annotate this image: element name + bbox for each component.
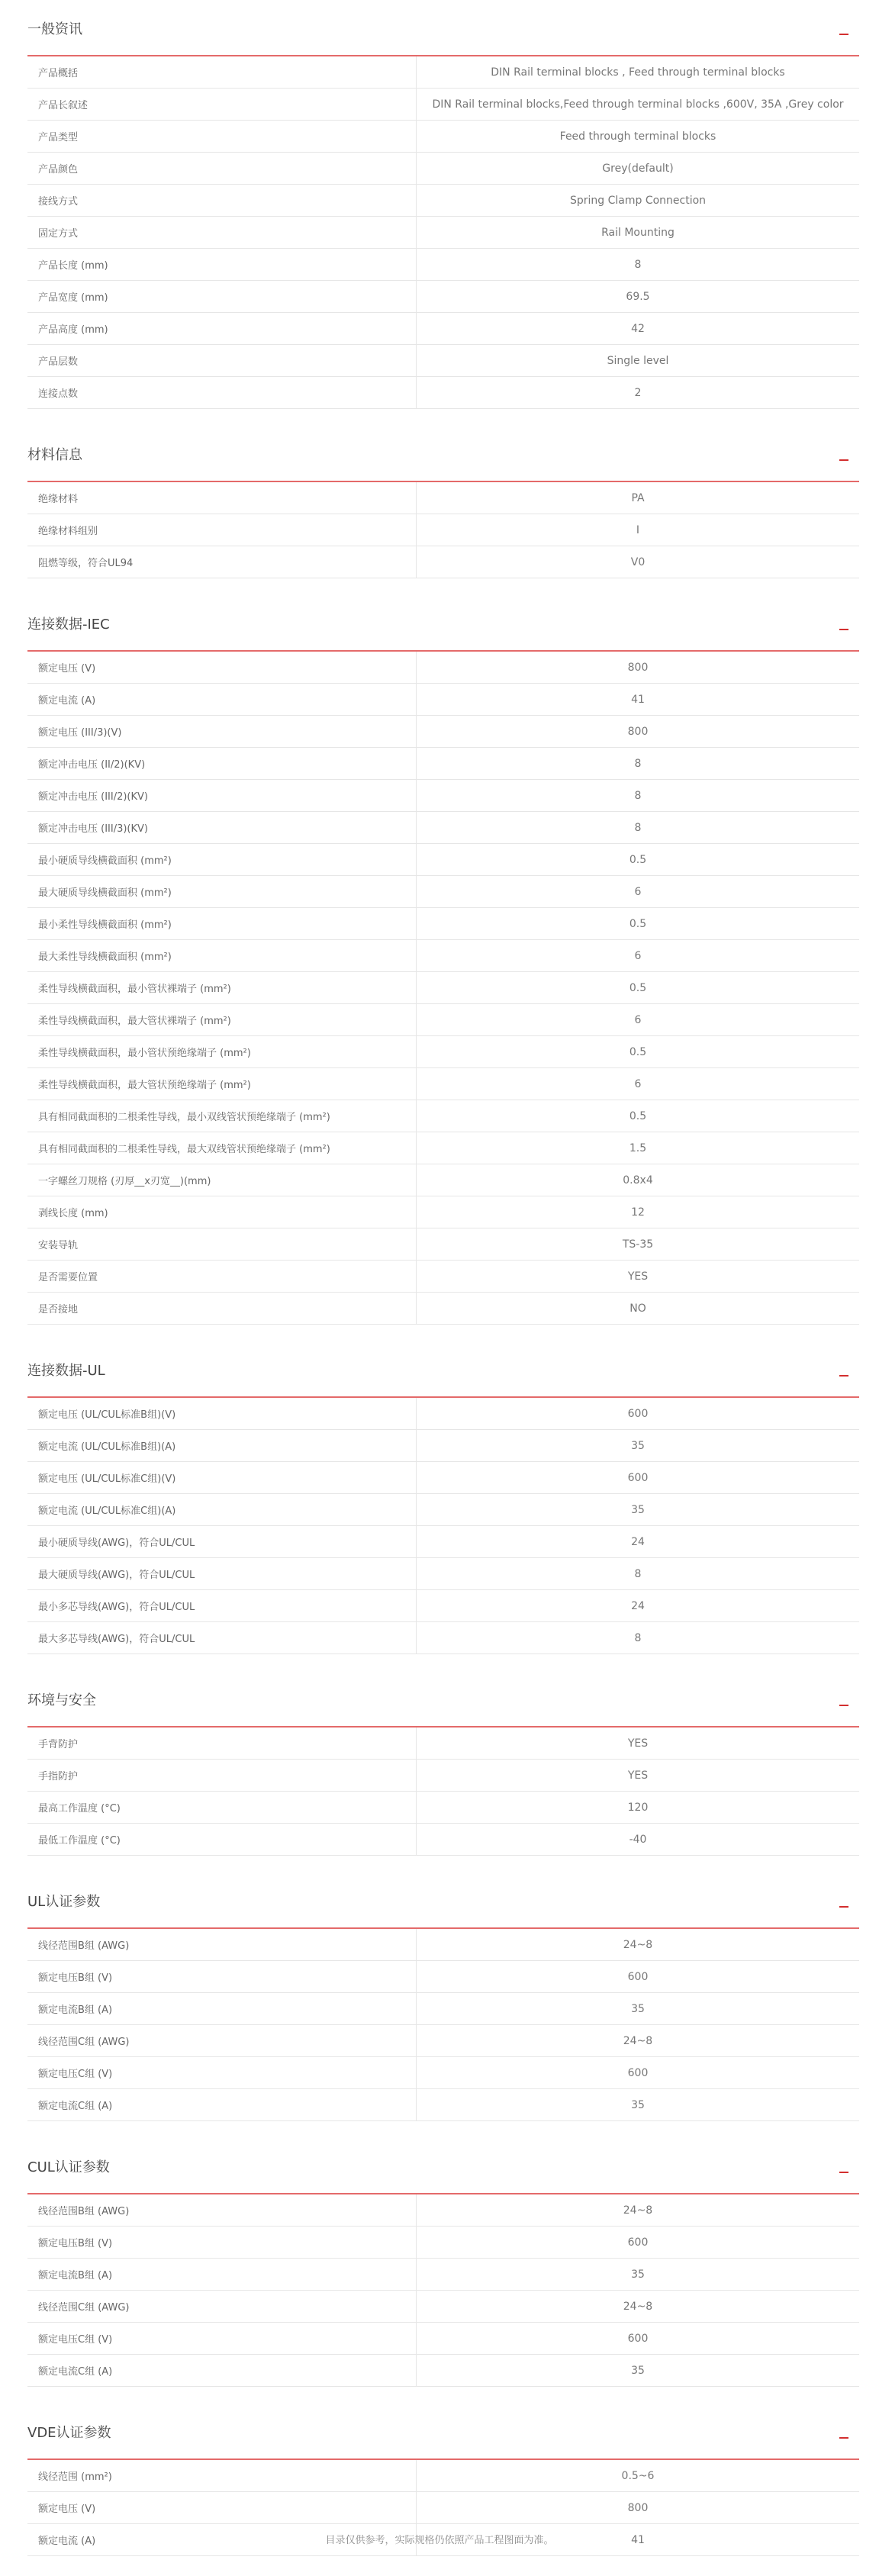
spec-label: 一字螺丝刀规格 (刃厚__x刃宽__)(mm) [27,1164,417,1196]
spec-value: 1.5 [629,1141,647,1154]
table-row [27,908,859,940]
spec-value: -40 [629,1833,647,1846]
spec-value: 600 [627,1970,649,1983]
spec-label: 额定电压 (UL/CUL标准C组)(V) [27,1462,417,1493]
table-row [27,1993,859,2025]
spec-label: 手指防护 [27,1760,417,1791]
spec-label: 剥线长度 (mm) [27,1196,417,1228]
spec-label: 柔性导线横截面积，最小管状预绝缘端子 (mm²) [27,1036,417,1067]
spec-label: 产品高度 (mm) [27,313,417,344]
spec-value: TS-35 [622,1238,654,1251]
spec-value: DIN Rail terminal blocks , Feed through terminal blocks [491,66,785,79]
table-row [27,1929,859,1961]
spec-label: 是否接地 [27,1293,417,1324]
spec-value: YES [627,1737,649,1750]
spec-label: 额定电压 (III/3)(V) [27,716,417,747]
spec-value: 800 [627,725,649,738]
spec-label: 额定冲击电压 (III/2)(KV) [27,780,417,811]
spec-label: 安装导轨 [27,1228,417,1260]
spec-label: 额定电压C组 (V) [27,2057,417,2088]
table-row [27,1792,859,1824]
spec-label: 额定电压 (V) [27,2492,417,2523]
table-row [27,812,859,844]
collapse-minus-icon[interactable] [839,452,848,461]
spec-value: DIN Rail terminal blocks,Feed through terminal blocks ,600V, 35A ,Grey color [432,98,844,111]
spec-label: 额定电压 (UL/CUL标准B组)(V) [27,1398,417,1429]
spec-value: 0.8x4 [623,1174,653,1187]
table-row [27,972,859,1004]
spec-section [27,1671,859,1856]
spec-value: Feed through terminal blocks [559,130,716,143]
table-row [27,2291,859,2323]
table-row [27,1622,859,1654]
spec-value: Rail Mounting [601,226,675,239]
spec-value: 2 [634,386,642,399]
table-row [27,2227,859,2259]
collapse-minus-icon[interactable] [839,1697,848,1706]
spec-label: 阻燃等级，符合UL94 [27,546,417,578]
section-gap [0,2556,879,2573]
spec-table [27,652,859,1325]
section-title: 环境与安全 [27,1692,96,1708]
spec-label: 具有相同截面积的二根柔性导线，最大双线管状预绝缘端子 (mm²) [27,1132,417,1164]
table-row [27,313,859,345]
spec-label: 产品颜色 [27,153,417,184]
spec-value: 35 [631,2268,645,2281]
spec-label: 最小硬质导线横截面积 (mm²) [27,844,417,875]
spec-label: 线径范围B组 (AWG) [27,1929,417,1960]
spec-value: 8 [634,1631,642,1644]
table-row [27,1590,859,1622]
spec-value: 24~8 [623,2300,653,2313]
spec-value: 35 [631,1503,645,1516]
spec-table [27,1728,859,1856]
table-row [27,1068,859,1100]
spec-label: 额定电流 (UL/CUL标准C组)(A) [27,1494,417,1525]
section-header[interactable] [27,2138,859,2194]
section-gap [0,1325,879,1341]
spec-table [27,1398,859,1654]
spec-value: 35 [631,2002,645,2015]
table-row [27,748,859,780]
table-row [27,1100,859,1132]
table-row [27,2323,859,2355]
spec-value: 600 [627,2236,649,2249]
spec-label: 柔性导线横截面积，最大管状预绝缘端子 (mm²) [27,1068,417,1100]
spec-label: 最小柔性导线横截面积 (mm²) [27,908,417,939]
spec-section [27,1341,859,1654]
spec-value: 0.5 [629,981,647,994]
spec-label: 额定电压C组 (V) [27,2323,417,2354]
spec-section [27,595,859,1325]
spec-label: 绝缘材料 [27,482,417,514]
spec-label: 额定电流 (UL/CUL标准B组)(A) [27,1430,417,1461]
table-row [27,2259,859,2291]
section-title: 材料信息 [27,447,82,463]
spec-value: YES [627,1270,649,1283]
section-header[interactable] [27,0,859,56]
table-row [27,377,859,409]
collapse-minus-icon[interactable] [839,1367,848,1377]
spec-label: 最大柔性导线横截面积 (mm²) [27,940,417,971]
section-header[interactable] [27,426,859,482]
spec-label: 最大硬质导线(AWG)，符合UL/CUL [27,1558,417,1589]
spec-table [27,1929,859,2121]
spec-value: YES [627,1769,649,1782]
table-row [27,1494,859,1526]
spec-value: 0.5 [629,1109,647,1122]
table-row [27,1961,859,1993]
spec-label: 产品概括 [27,56,417,88]
table-row [27,1196,859,1228]
spec-value: 8 [634,821,642,834]
spec-value: I [636,523,640,536]
table-row [27,1760,859,1792]
spec-section [27,0,859,409]
table-row [27,1728,859,1760]
spec-value: 69.5 [626,290,650,303]
table-row [27,89,859,121]
table-row [27,2025,859,2057]
table-row [27,56,859,89]
table-row [27,1526,859,1558]
spec-value: 12 [631,1206,645,1219]
spec-label: 产品层数 [27,345,417,376]
spec-value: Grey(default) [602,162,674,175]
section-header[interactable] [27,1872,859,1929]
spec-value: NO [629,1302,646,1315]
spec-label: 额定电流C组 (A) [27,2355,417,2386]
spec-label: 柔性导线横截面积，最小管状裸端子 (mm²) [27,972,417,1003]
section-gap [0,409,879,426]
section-gap [0,1654,879,1671]
section-title: UL认证参数 [27,1894,101,1910]
spec-label: 最小硬质导线(AWG)，符合UL/CUL [27,1526,417,1557]
spec-label: 线径范围B组 (AWG) [27,2194,417,2226]
table-row [27,844,859,876]
spec-label: 额定电流B组 (A) [27,2259,417,2290]
spec-section [27,1872,859,2121]
spec-label: 额定冲击电压 (II/2)(KV) [27,748,417,779]
section-title: 连接数据-IEC [27,617,110,633]
spec-label: 绝缘材料组别 [27,514,417,546]
table-row [27,249,859,281]
table-row [27,217,859,249]
spec-value: 35 [631,1439,645,1452]
spec-label: 最低工作温度 (°C) [27,1824,417,1855]
table-row [27,153,859,185]
table-row [27,514,859,546]
spec-label: 线径范围C组 (AWG) [27,2025,417,2056]
spec-value: 6 [634,885,642,898]
spec-label: 产品类型 [27,121,417,152]
spec-table [27,2194,859,2387]
table-row [27,2089,859,2121]
spec-label: 最大多芯导线(AWG)，符合UL/CUL [27,1622,417,1653]
spec-value: 24~8 [623,2034,653,2047]
table-row [27,716,859,748]
table-row [27,2355,859,2387]
spec-value: 24~8 [623,1938,653,1951]
table-row [27,876,859,908]
spec-label: 柔性导线横截面积，最大管状裸端子 (mm²) [27,1004,417,1035]
table-row [27,546,859,578]
spec-label: 额定电流 (A) [27,2524,417,2555]
table-row [27,1004,859,1036]
spec-label: 额定电压B组 (V) [27,2227,417,2258]
spec-label: 额定电流C组 (A) [27,2089,417,2120]
section-header[interactable] [27,1341,859,1398]
spec-value: 8 [634,1567,642,1580]
table-row [27,482,859,514]
spec-value: 600 [627,2066,649,2079]
footer-note: 目录仅供参考，实际规格仍依照产品工程图面为准。 [325,2535,554,2546]
table-row [27,1398,859,1430]
spec-label: 接线方式 [27,185,417,216]
section-title: 一般资讯 [27,21,82,37]
spec-value: Single level [607,354,669,367]
spec-value: 41 [631,693,645,706]
spec-value: 8 [634,789,642,802]
spec-label: 连接点数 [27,377,417,408]
spec-value: 600 [627,1407,649,1420]
spec-value: PA [631,491,645,504]
spec-value: 800 [627,2501,649,2514]
spec-value: 0.5 [629,853,647,866]
spec-label: 手背防护 [27,1728,417,1759]
section-gap [0,1856,879,1872]
section-header[interactable] [27,2404,859,2460]
table-row [27,2492,859,2524]
table-row [27,1430,859,1462]
spec-value: 6 [634,1077,642,1090]
spec-value: 6 [634,949,642,962]
table-row [27,1132,859,1164]
spec-label: 最大硬质导线横截面积 (mm²) [27,876,417,907]
spec-label: 额定冲击电压 (III/3)(KV) [27,812,417,843]
spec-label: 最高工作温度 (°C) [27,1792,417,1823]
spec-value: 0.5 [629,1045,647,1058]
spec-section [27,2138,859,2387]
spec-section [27,426,859,578]
table-row [27,652,859,684]
section-title: 连接数据-UL [27,1363,105,1379]
section-title: CUL认证参数 [27,2159,110,2175]
spec-value: 600 [627,2332,649,2345]
section-title: VDE认证参数 [27,2425,111,2441]
spec-value: V0 [630,555,646,568]
spec-value: 800 [627,661,649,674]
spec-value: 24~8 [623,2204,653,2217]
spec-label: 是否需要位置 [27,1261,417,1292]
table-row [27,940,859,972]
section-header[interactable] [27,595,859,652]
table-row [27,1558,859,1590]
spec-value: 41 [631,2533,645,2546]
table-row [27,2194,859,2227]
spec-value: Spring Clamp Connection [569,194,707,207]
spec-value: 24 [631,1535,645,1548]
spec-value: 8 [634,258,642,271]
table-row [27,281,859,313]
spec-value: 35 [631,2098,645,2111]
table-row [27,1293,859,1325]
collapse-minus-icon[interactable] [839,2429,848,2439]
section-gap [0,2121,879,2138]
spec-label: 额定电压 (V) [27,652,417,683]
table-row [27,1228,859,1261]
table-row [27,2057,859,2089]
spec-value: 42 [631,322,645,335]
spec-table [27,56,859,409]
table-row [27,1164,859,1196]
section-gap [0,2387,879,2404]
section-header[interactable] [27,1671,859,1728]
table-row [27,1824,859,1856]
table-row [27,1462,859,1494]
table-row [27,1261,859,1293]
spec-table [27,482,859,578]
spec-label: 具有相同截面积的二根柔性导线，最小双线管状预绝缘端子 (mm²) [27,1100,417,1132]
spec-value: 35 [631,2364,645,2377]
spec-label: 线径范围C组 (AWG) [27,2291,417,2322]
spec-label: 额定电流B组 (A) [27,1993,417,2024]
table-row [27,780,859,812]
collapse-minus-icon[interactable] [839,26,848,35]
spec-label: 最小多芯导线(AWG)，符合UL/CUL [27,1590,417,1621]
table-row [27,121,859,153]
section-gap [0,578,879,595]
spec-value: 600 [627,1471,649,1484]
spec-label: 固定方式 [27,217,417,248]
table-row [27,684,859,716]
collapse-minus-icon[interactable] [839,2164,848,2173]
spec-value: 0.5~6 [621,2469,655,2482]
spec-label: 产品宽度 (mm) [27,281,417,312]
spec-label: 产品长叙述 [27,89,417,120]
table-row [27,2460,859,2492]
spec-value: 8 [634,757,642,770]
spec-label: 额定电压B组 (V) [27,1961,417,1992]
spec-value: 120 [627,1801,649,1814]
spec-value: 24 [631,1599,645,1612]
table-row [27,345,859,377]
spec-label: 产品长度 (mm) [27,249,417,280]
spec-label: 额定电流 (A) [27,684,417,715]
collapse-minus-icon[interactable] [839,1898,848,1908]
table-row [27,185,859,217]
spec-value: 6 [634,1013,642,1026]
spec-label: 线径范围 (mm²) [27,2460,417,2491]
collapse-minus-icon[interactable] [839,621,848,630]
table-row [27,1036,859,1068]
spec-value: 0.5 [629,917,647,930]
